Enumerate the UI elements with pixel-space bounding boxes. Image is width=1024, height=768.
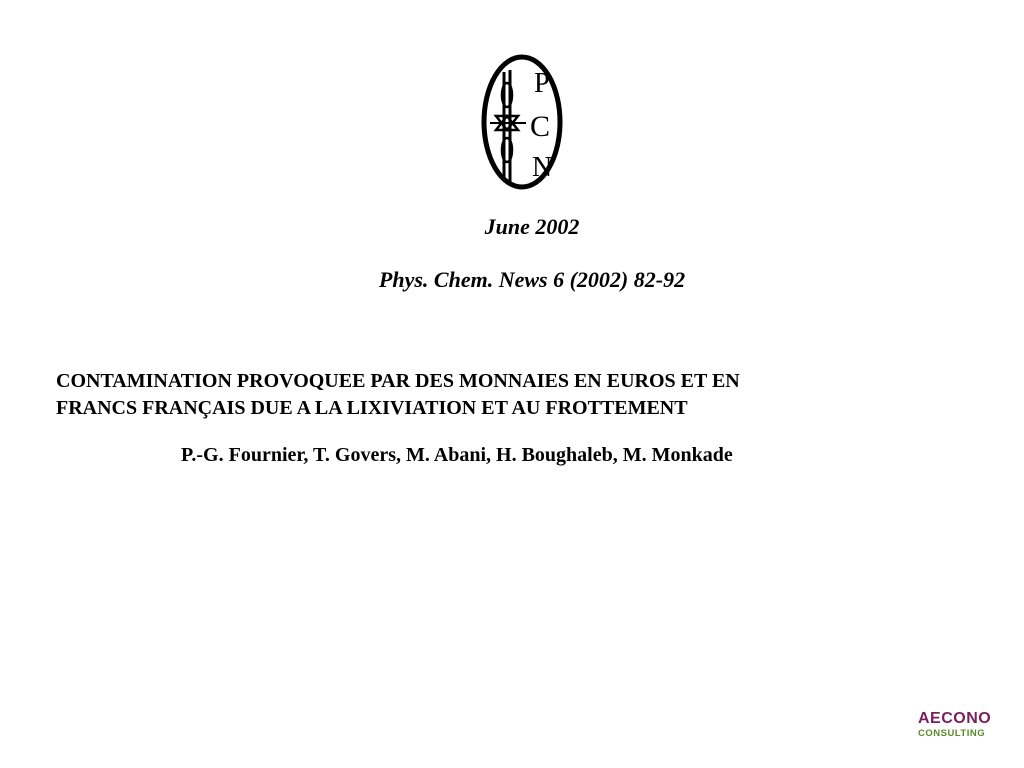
publication-date: June 2002: [484, 214, 580, 239]
logo-letter-c: C: [530, 110, 551, 143]
brand-name: AECONO: [918, 710, 992, 727]
article-title-line-2: FRANCS FRANÇAIS DUE A LA LIXIVIATION ET AU FROTTEMENT: [56, 397, 688, 419]
logo-letter-p: P: [534, 68, 550, 99]
logo-letter-n: N: [532, 152, 553, 183]
journal-citation: Phys. Chem. News 6 (2002) 82-92: [378, 267, 686, 292]
article-title-line-1: CONTAMINATION PROVOQUEE PAR DES MONNAIES EN EUROS ET EN: [56, 370, 740, 392]
article-title: [56, 368, 976, 422]
article-authors: P.-G. Fournier, T. Govers, M. Abani, H. Boughaleb, M. Monkade: [181, 444, 733, 466]
brand-subtitle: CONSULTING: [918, 728, 986, 739]
aecono-consulting-logo: [918, 710, 998, 739]
pcn-journal-logo-icon: [474, 50, 574, 195]
